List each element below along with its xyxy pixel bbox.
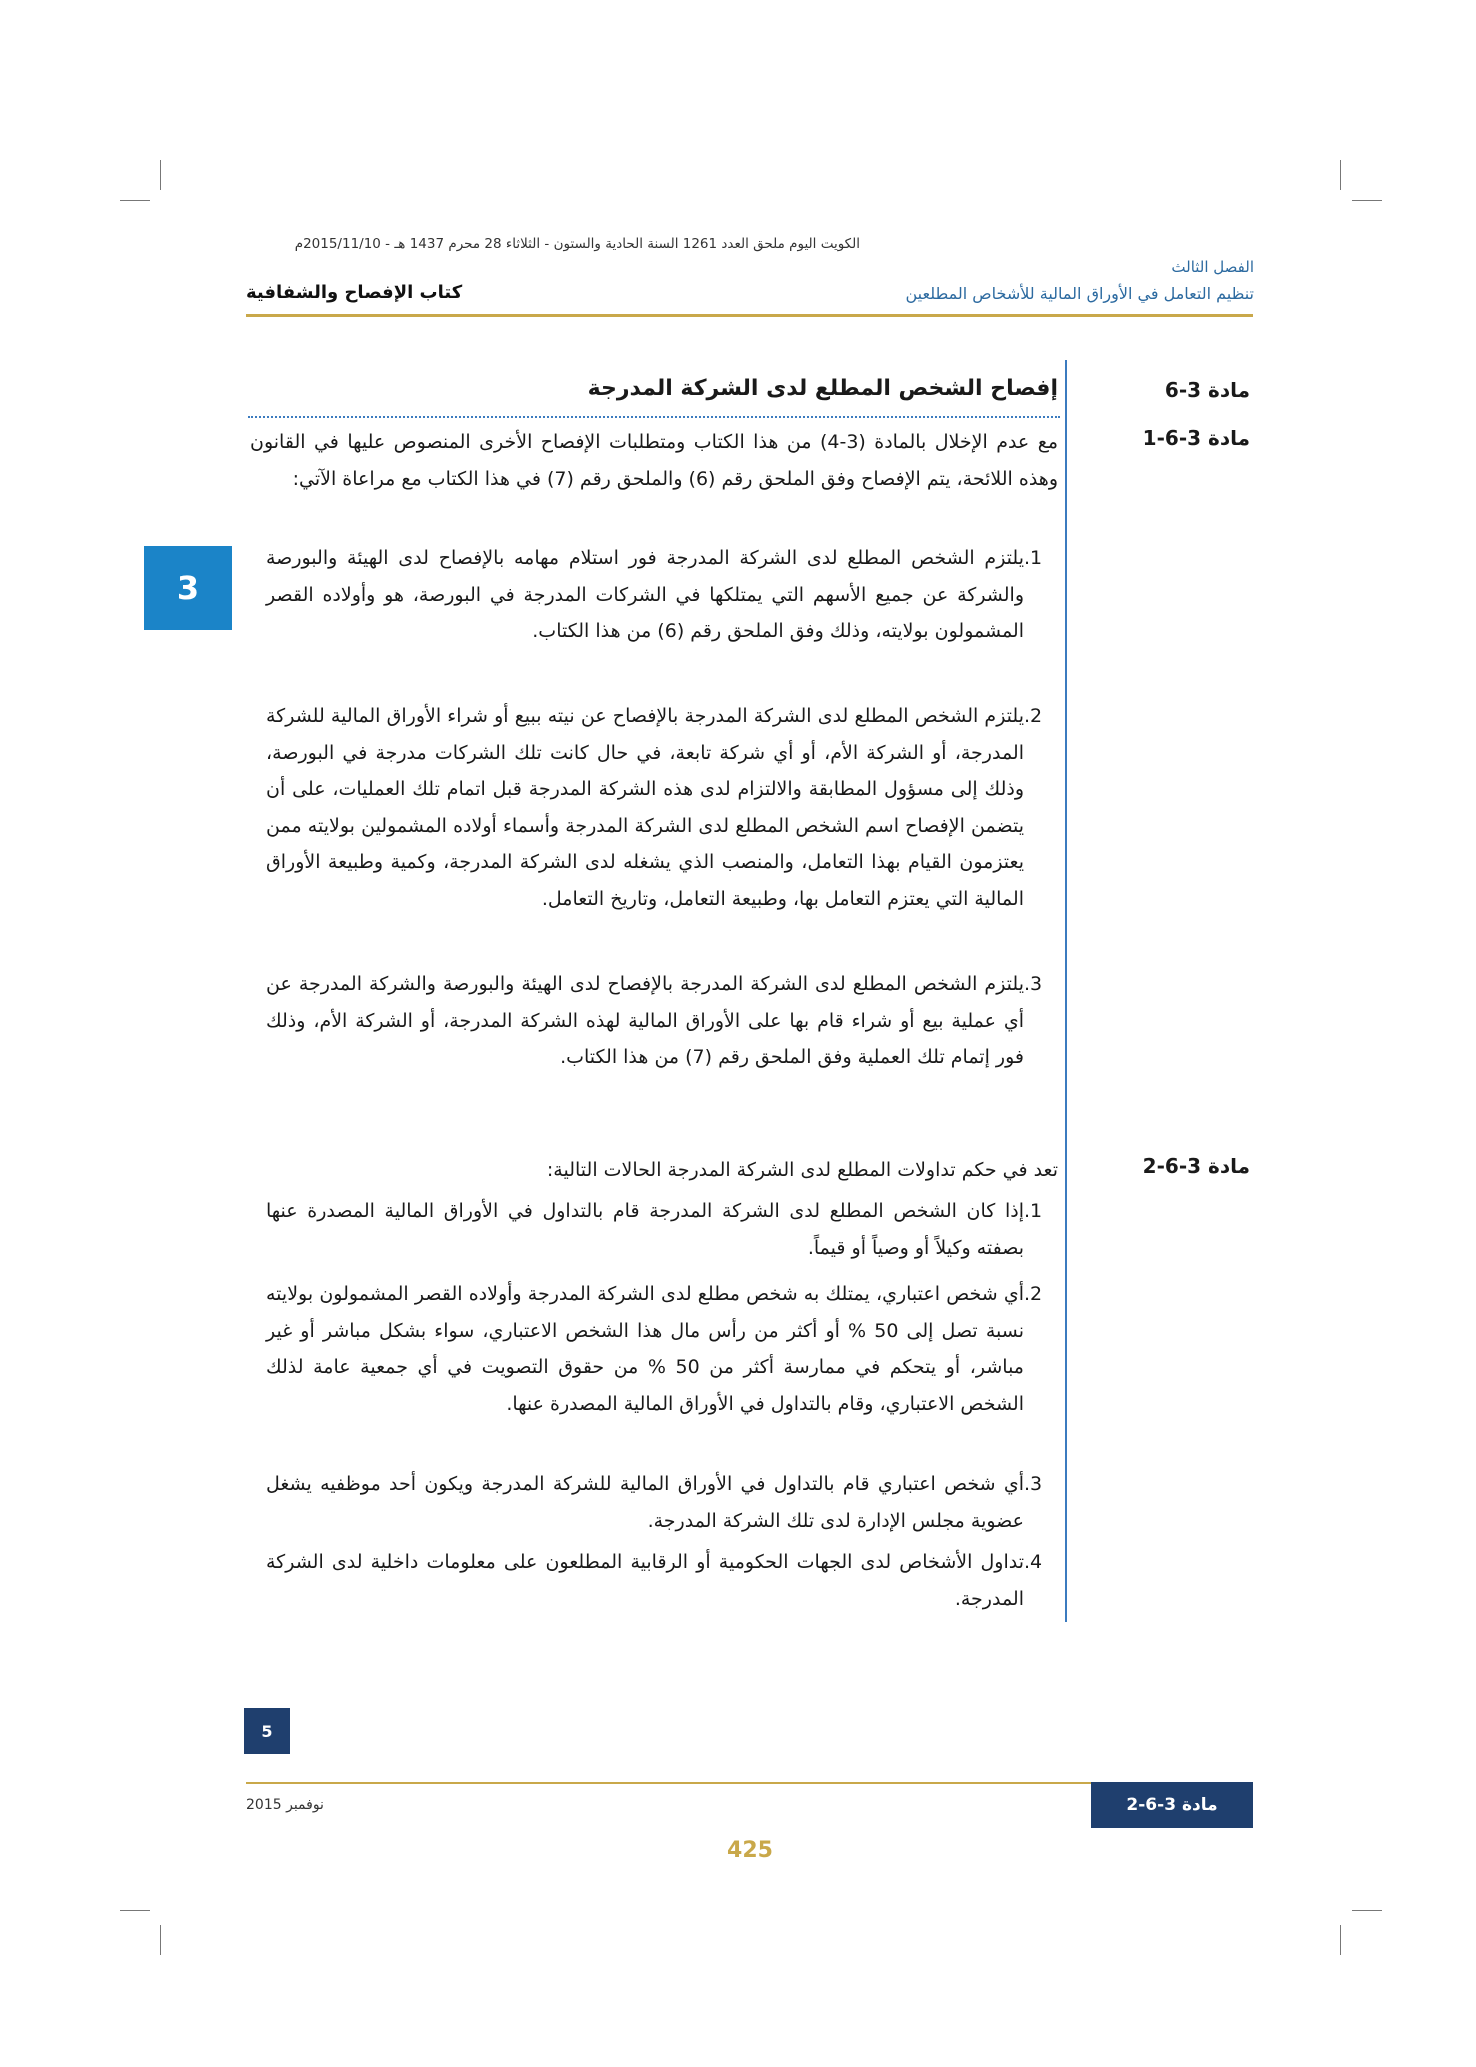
- crop-mark: [1352, 200, 1382, 201]
- list-item: [250, 1193, 1058, 1266]
- chapter-subtitle: تنظيم التعامل في الأوراق المالية للأشخاص المطلعين: [905, 284, 1254, 303]
- book-title: كتاب الإفصاح والشفافية: [246, 282, 463, 303]
- item-number: 2.: [1024, 705, 1043, 727]
- crop-mark: [120, 200, 150, 201]
- item-text: إذا كان الشخص المطلع لدى الشركة المدرجة قام بالتداول في الأوراق المالية المصدرة عنها بصفته وكيلاً أو وصياً أو قيماً.: [266, 1200, 1024, 1259]
- list-item: [250, 1276, 1058, 1422]
- footer-date: نوفمبر 2015: [246, 1797, 324, 1813]
- article-label: مادة 3-6-1: [1142, 426, 1250, 450]
- dotted-separator: [248, 416, 1060, 418]
- item-number: 1.: [1024, 1200, 1043, 1222]
- chapter-tab: 3: [144, 546, 232, 630]
- article-intro: مع عدم الإخلال بالمادة (3-4) من هذا الكتاب ومتطلبات الإفصاح الأخرى المنصوص عليها في القانون وهذه اللائحة، يتم الإفصاح وفق الملحق رقم (6) والملحق رقم (7) في هذا الكتاب مع مراعاة الآتي:: [250, 431, 1058, 490]
- item-number: 2.: [1024, 1283, 1043, 1305]
- article-label: مادة 3-6: [1164, 378, 1250, 402]
- item-text: يلتزم الشخص المطلع لدى الشركة المدرجة بالإفصاح عن نيته ببيع أو شراء الأوراق المالية للشركة المدرجة، أو الشركة الأم، أو أي شركة تابعة، في حال كانت تلك الشركات مدرجة في البورصة، وذلك إلى مسؤول المطابقة والالتزام لدى هذه الشركة المدرجة قبل اتمام تلك العمليات، على أن يتضمن الإفصاح اسم الشخص المطلع لدى الشركة المدرجة وأسماء أولاده المشمولين بولايته ممن يعتزمون القيام بهذا التعامل، والمنصب الذي يشغله لدى الشركة المدرجة، وكمية وطبيعة الأوراق المالية التي يعتزم التعامل بها، وطبيعة التعامل، وتاريخ التعامل.: [266, 705, 1024, 910]
- item-text: أي شخص اعتباري قام بالتداول في الأوراق المالية للشركة المدرجة ويكون أحد موظفيه يشغل عضوية مجلس الإدارة لدى تلك الشركة المدرجة.: [266, 1473, 1024, 1532]
- article-label: مادة 3-6-2: [1142, 1154, 1250, 1178]
- item-number: 1.: [1024, 547, 1043, 569]
- crop-mark: [1340, 160, 1341, 190]
- list-item: [250, 540, 1058, 650]
- article-title: إفصاح الشخص المطلع لدى الشركة المدرجة: [587, 376, 1058, 401]
- section-page-box: 5: [244, 1708, 290, 1754]
- item-text: تداول الأشخاص لدى الجهات الحكومية أو الرقابية المطلعون على معلومات داخلية لدى الشركة المدرجة.: [266, 1551, 1024, 1610]
- footer-article-tab: مادة 3-6-2: [1091, 1782, 1253, 1828]
- article-divider: [1065, 360, 1067, 1622]
- crop-mark: [120, 1910, 150, 1911]
- list-item: [250, 966, 1058, 1076]
- item-number: 3.: [1024, 1473, 1043, 1495]
- crop-mark: [1352, 1910, 1382, 1911]
- header-rule: [246, 314, 1253, 317]
- list-item: [250, 1544, 1058, 1617]
- item-text: أي شخص اعتباري، يمتلك به شخص مطلع لدى الشركة المدرجة وأولاده القصر المشمولون بولايته نسبة تصل إلى 50 % أو أكثر من رأس مال هذا الشخص الاعتباري، سواء بشكل مباشر أو غير مباشر، أو يتحكم في ممارسة أكثر من 50 % من حقوق التصويت في أي جمعية عامة لذلك الشخص الاعتباري، وقام بالتداول في الأوراق المالية المصدرة عنها.: [266, 1283, 1024, 1415]
- item-number: 4.: [1024, 1551, 1043, 1573]
- chapter-label: الفصل الثالث: [1171, 258, 1254, 276]
- crop-mark: [160, 1925, 161, 1955]
- list-item: [250, 698, 1058, 917]
- list-item: [250, 1466, 1058, 1539]
- article-intro: تعد في حكم تداولات المطلع لدى الشركة المدرجة الحالات التالية:: [546, 1159, 1058, 1181]
- item-text: يلتزم الشخص المطلع لدى الشركة المدرجة فور استلام مهامه بالإفصاح لدى الهيئة والبورصة والشركة عن جميع الأسهم التي يمتلكها في الشركات المدرجة في البورصة، هو وأولاده القصر المشمولون بولايته، وذلك وفق الملحق رقم (6) من هذا الكتاب.: [266, 547, 1024, 642]
- footer-rule: [246, 1782, 1091, 1784]
- item-number: 3.: [1024, 973, 1043, 995]
- page-number: 425: [727, 1838, 773, 1863]
- crop-mark: [1340, 1925, 1341, 1955]
- gazette-line: الكويت اليوم ملحق العدد 1261 السنة الحادية والستون - الثلاثاء 28 محرم 1437 هـ - 2015/11/10م: [294, 236, 860, 252]
- crop-mark: [160, 160, 161, 190]
- item-text: يلتزم الشخص المطلع لدى الشركة المدرجة بالإفصاح لدى الهيئة والبورصة والشركة المدرجة عن أي عملية بيع أو شراء قام بها على الأوراق المالية لهذه الشركة المدرجة، أو الشركة الأم، وذلك فور إتمام تلك العملية وفق الملحق رقم (7) من هذا الكتاب.: [266, 973, 1024, 1068]
